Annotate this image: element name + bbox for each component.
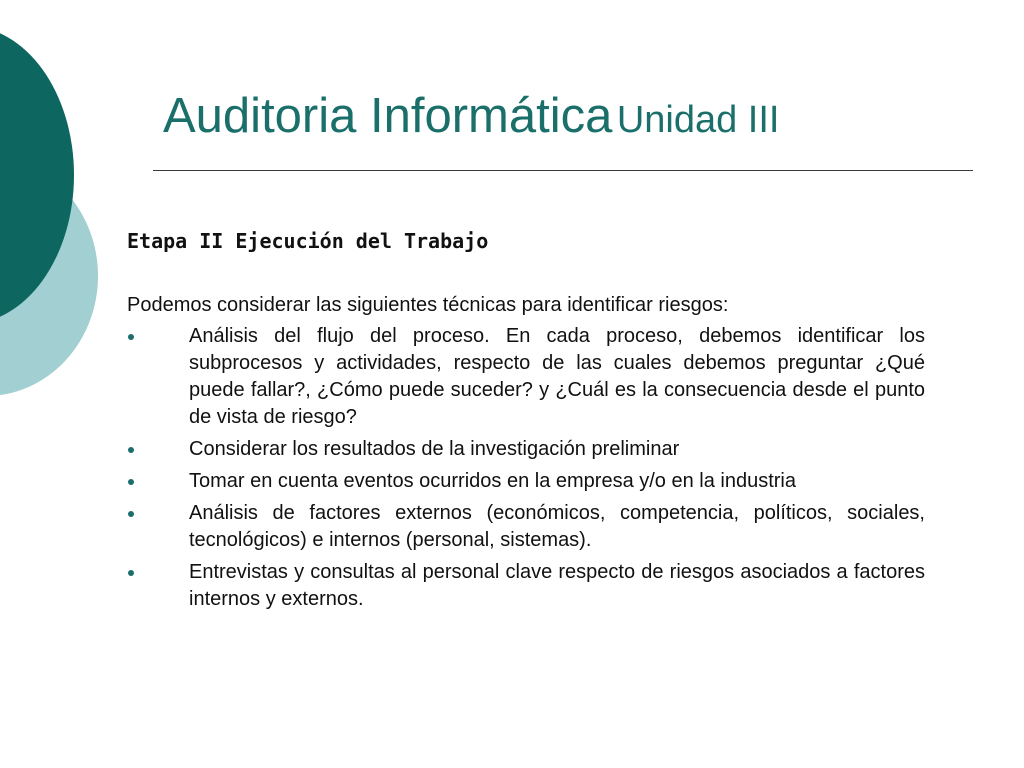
bullet-text: Considerar los resultados de la investigación preliminar xyxy=(189,438,680,460)
section-heading: Etapa II Ejecución del Trabajo xyxy=(127,229,489,253)
bullet-dot-icon xyxy=(128,479,134,485)
slide-title-main: Auditoria Informática xyxy=(163,89,613,143)
bullet-dot-icon xyxy=(128,511,134,517)
bullet-item xyxy=(127,468,925,495)
bullet-text: Análisis del flujo del proceso. En cada proceso, debemos identificar los subprocesos y actividades, respecto de las cuales debemos preguntar ¿Qué puede fallar?, ¿Cómo puede suceder? y ¿Cuál es la consecuencia desde el punto de vista de riesgo? xyxy=(189,325,925,428)
bullet-text: Entrevistas y consultas al personal clave respecto de riesgos asociados a factores internos y externos. xyxy=(189,561,925,610)
bullet-text: Tomar en cuenta eventos ocurridos en la empresa y/o en la industria xyxy=(189,470,797,492)
bullet-text: Análisis de factores externos (económicos, competencia, políticos, sociales, tecnológicos) e internos (personal, sistemas). xyxy=(189,502,925,551)
bullet-item xyxy=(127,323,925,431)
bullet-dot-icon xyxy=(128,334,134,340)
bullet-item xyxy=(127,436,925,463)
slide-title-sub: Unidad III xyxy=(616,99,780,141)
title-divider xyxy=(153,170,973,171)
bullet-dot-icon xyxy=(128,570,134,576)
bullet-dot-icon xyxy=(128,447,134,453)
slide-body xyxy=(127,226,925,618)
intro-text: Podemos considerar las siguientes técnicas para identificar riesgos: xyxy=(127,294,729,316)
slide-title xyxy=(163,89,780,143)
bullet-item xyxy=(127,500,925,554)
bullet-list xyxy=(127,323,925,613)
bullet-item xyxy=(127,559,925,613)
